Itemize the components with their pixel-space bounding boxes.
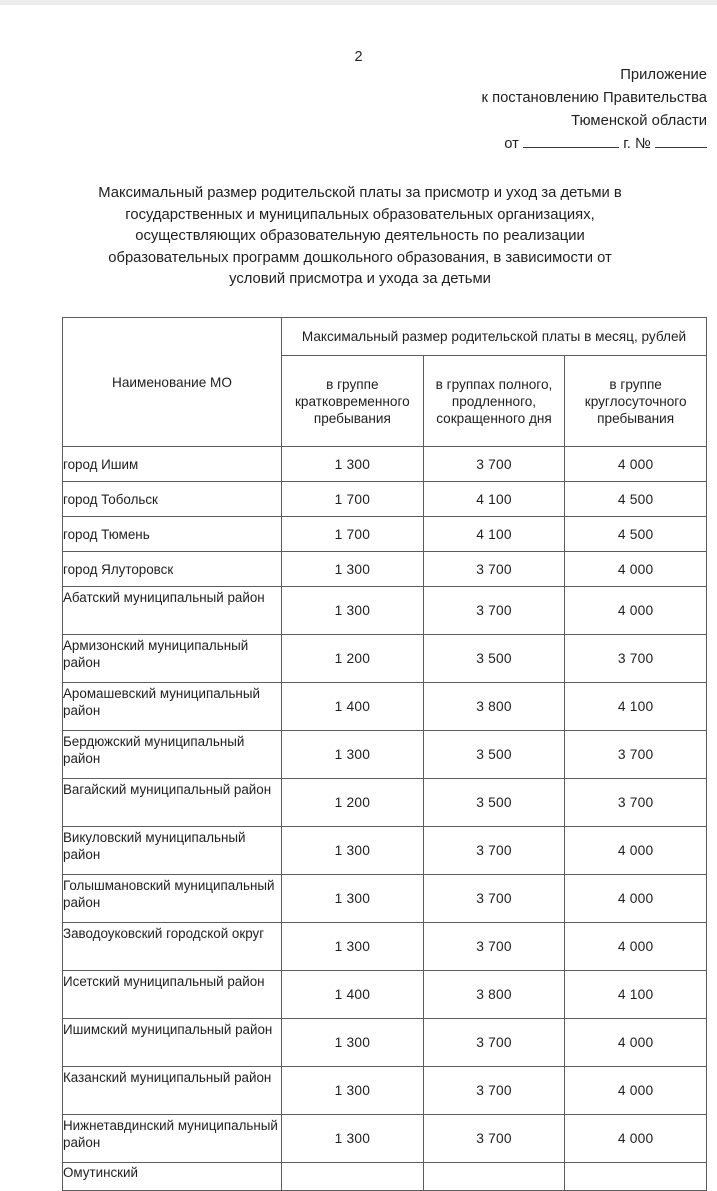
cell-fee-round-clock: 3 700 — [565, 731, 707, 779]
cell-fee-round-clock: 4 000 — [565, 1115, 707, 1163]
cell-fee-round-clock: 4 500 — [565, 482, 707, 517]
table-row — [63, 923, 707, 971]
cell-fee-full-day: 3 700 — [423, 1115, 565, 1163]
date-prefix-label: от — [504, 136, 519, 152]
title-line-3: осуществляющих образовательную деятельность по реализации — [135, 228, 585, 244]
cell-fee-round-clock: 4 000 — [565, 447, 707, 482]
cell-fee-short-stay: 1 300 — [282, 1019, 424, 1067]
table-row — [63, 875, 707, 923]
cell-fee-round-clock: 4 000 — [565, 1067, 707, 1115]
cell-municipality-name: город Тюмень — [63, 517, 282, 552]
cell-fee-full-day: 4 100 — [423, 482, 565, 517]
cell-fee-short-stay: 1 300 — [282, 587, 424, 635]
cell-fee-full-day: 3 500 — [423, 779, 565, 827]
cell-fee-full-day: 3 700 — [423, 447, 565, 482]
cell-fee-short-stay: 1 300 — [282, 923, 424, 971]
cell-municipality-name: город Тобольск — [63, 482, 282, 517]
cell-municipality-name: Казанский муниципальный район — [63, 1067, 282, 1115]
cell-fee-full-day: 3 700 — [423, 587, 565, 635]
number-blank-field[interactable] — [655, 134, 707, 148]
parental-fee-table — [62, 317, 707, 1191]
cell-municipality-name: Викуловский муниципальный район — [63, 827, 282, 875]
cell-municipality-name: Ишимский муниципальный район — [63, 1019, 282, 1067]
table-row — [63, 779, 707, 827]
cell-municipality-name: Омутинский — [63, 1163, 282, 1191]
header-round-clock: в группе круглосуточного пребывания — [565, 356, 707, 447]
cell-fee-short-stay: 1 300 — [282, 827, 424, 875]
cell-municipality-name: Заводоуковский городской округ — [63, 923, 282, 971]
cell-municipality-name: город Ишим — [63, 447, 282, 482]
cell-fee-short-stay — [282, 1163, 424, 1191]
title-line-5: условий присмотра и ухода за детьми — [229, 271, 491, 287]
cell-fee-short-stay: 1 700 — [282, 482, 424, 517]
cell-fee-round-clock: 4 100 — [565, 683, 707, 731]
table-row — [63, 635, 707, 683]
header-row-top — [63, 318, 707, 356]
table-head — [63, 318, 707, 447]
cell-municipality-name: Нижнетавдинский муниципальный район — [63, 1115, 282, 1163]
table-row — [63, 1067, 707, 1115]
cell-fee-round-clock — [565, 1163, 707, 1191]
cell-fee-round-clock: 4 000 — [565, 875, 707, 923]
cell-fee-full-day: 3 800 — [423, 971, 565, 1019]
cell-fee-round-clock: 3 700 — [565, 779, 707, 827]
cell-fee-short-stay: 1 300 — [282, 552, 424, 587]
fee-table-container — [62, 317, 707, 1191]
table-row — [63, 587, 707, 635]
cell-fee-round-clock: 4 000 — [565, 552, 707, 587]
cell-fee-short-stay: 1 300 — [282, 731, 424, 779]
appendix-header — [287, 64, 707, 156]
title-line-2: государственных и муниципальных образовательных организациях, — [125, 206, 595, 223]
cell-fee-round-clock: 4 000 — [565, 827, 707, 875]
cell-fee-round-clock: 4 000 — [565, 587, 707, 635]
cell-fee-short-stay: 1 400 — [282, 683, 424, 731]
cell-fee-full-day: 3 700 — [423, 827, 565, 875]
header-short-stay: в группе кратковременного пребывания — [282, 356, 424, 447]
cell-fee-full-day: 3 700 — [423, 1019, 565, 1067]
cell-fee-short-stay: 1 400 — [282, 971, 424, 1019]
cell-fee-round-clock: 4 100 — [565, 971, 707, 1019]
cell-fee-short-stay: 1 200 — [282, 635, 424, 683]
table-row — [63, 1115, 707, 1163]
cell-fee-round-clock: 4 500 — [565, 517, 707, 552]
cell-municipality-name: Аромашевский муниципальный район — [63, 683, 282, 731]
cell-fee-round-clock: 4 000 — [565, 923, 707, 971]
appendix-line-2: к постановлению Правительства — [481, 90, 707, 106]
cell-fee-full-day: 3 700 — [423, 1067, 565, 1115]
cell-fee-short-stay: 1 700 — [282, 517, 424, 552]
cell-fee-short-stay: 1 200 — [282, 779, 424, 827]
table-row — [63, 731, 707, 779]
cell-fee-full-day: 3 500 — [423, 731, 565, 779]
cell-fee-short-stay: 1 300 — [282, 875, 424, 923]
cell-fee-short-stay: 1 300 — [282, 1115, 424, 1163]
appendix-line-3: Тюменской области — [571, 113, 707, 129]
table-body — [63, 447, 707, 1191]
table-row — [63, 827, 707, 875]
title-line-1: Максимальный размер родительской платы за присмотр и уход за детьми в — [98, 185, 622, 201]
top-edge-band — [0, 0, 717, 5]
table-row — [63, 482, 707, 517]
cell-fee-short-stay: 1 300 — [282, 447, 424, 482]
header-municipality-name: Наименование МО — [63, 318, 282, 447]
date-blank-field[interactable] — [523, 134, 619, 148]
cell-municipality-name: Абатский муниципальный район — [63, 587, 282, 635]
title-line-4: образовательных программ дошкольного образования, в зависимости от — [108, 249, 612, 266]
header-fee-group-span: Максимальный размер родительской платы в месяц, рублей — [282, 318, 707, 356]
appendix-line-1: Приложение — [620, 67, 707, 83]
number-prefix-label: г. № — [623, 136, 651, 152]
cell-municipality-name: город Ялуторовск — [63, 552, 282, 587]
cell-fee-full-day: 3 700 — [423, 923, 565, 971]
cell-fee-full-day: 3 800 — [423, 683, 565, 731]
table-row — [63, 683, 707, 731]
cell-fee-full-day: 3 500 — [423, 635, 565, 683]
cell-fee-round-clock: 4 000 — [565, 1019, 707, 1067]
cell-municipality-name: Бердюжский муниципальный район — [63, 731, 282, 779]
cell-fee-round-clock: 3 700 — [565, 635, 707, 683]
cell-fee-full-day: 3 700 — [423, 552, 565, 587]
document-title — [58, 183, 662, 291]
cell-municipality-name: Армизонский муниципальный район — [63, 635, 282, 683]
table-row — [63, 971, 707, 1019]
table-row — [63, 447, 707, 482]
cell-fee-full-day: 4 100 — [423, 517, 565, 552]
appendix-date-line — [287, 133, 707, 156]
cell-municipality-name: Исетский муниципальный район — [63, 971, 282, 1019]
header-full-day: в группах полного, продленного, сокращенного дня — [423, 356, 565, 447]
table-row — [63, 517, 707, 552]
cell-municipality-name: Вагайский муниципальный район — [63, 779, 282, 827]
cell-fee-full-day: 3 700 — [423, 875, 565, 923]
table-row — [63, 1019, 707, 1067]
table-row — [63, 552, 707, 587]
table-row — [63, 1163, 707, 1191]
cell-municipality-name: Голышмановский муниципальный район — [63, 875, 282, 923]
cell-fee-full-day — [423, 1163, 565, 1191]
page-number: 2 — [354, 49, 363, 65]
cell-fee-short-stay: 1 300 — [282, 1067, 424, 1115]
